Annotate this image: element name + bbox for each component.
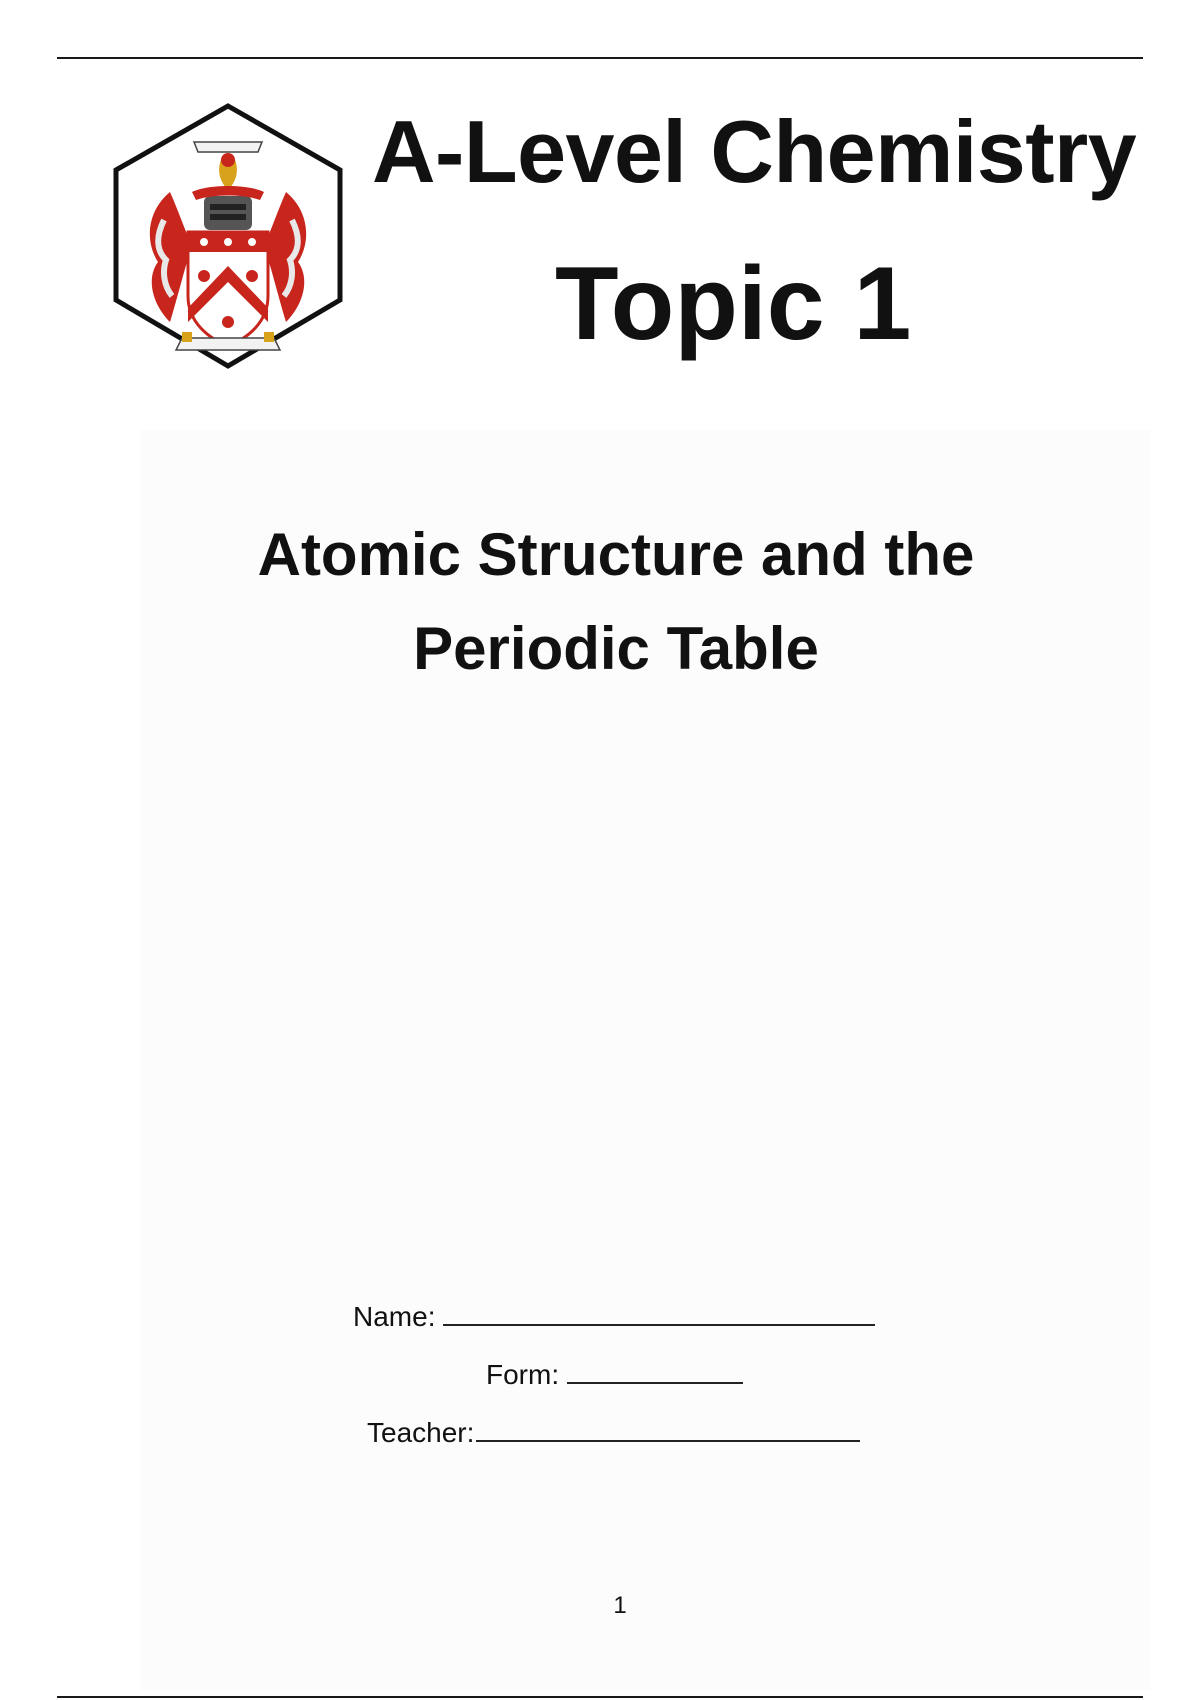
name-field [353, 1300, 875, 1331]
name-label: Name: [353, 1301, 436, 1332]
school-crest-icon [108, 100, 348, 372]
name-blank-line [443, 1300, 875, 1326]
form-blank-line [567, 1358, 743, 1384]
topic-title: Topic 1 [555, 246, 912, 362]
page-number: 1 [613, 1592, 627, 1619]
subtitle-line-2: Periodic Table [413, 615, 819, 682]
form-field [486, 1358, 743, 1389]
top-rule [57, 57, 1143, 59]
form-label: Form: [486, 1359, 560, 1390]
teacher-blank-line [476, 1416, 860, 1442]
teacher-field [367, 1416, 860, 1447]
document-subtitle [0, 508, 1200, 696]
bottom-rule [57, 1696, 1143, 1698]
subtitle-line-1: Atomic Structure and the [257, 521, 975, 588]
teacher-label: Teacher: [367, 1417, 475, 1448]
course-title: A-Level Chemistry [372, 102, 1137, 201]
